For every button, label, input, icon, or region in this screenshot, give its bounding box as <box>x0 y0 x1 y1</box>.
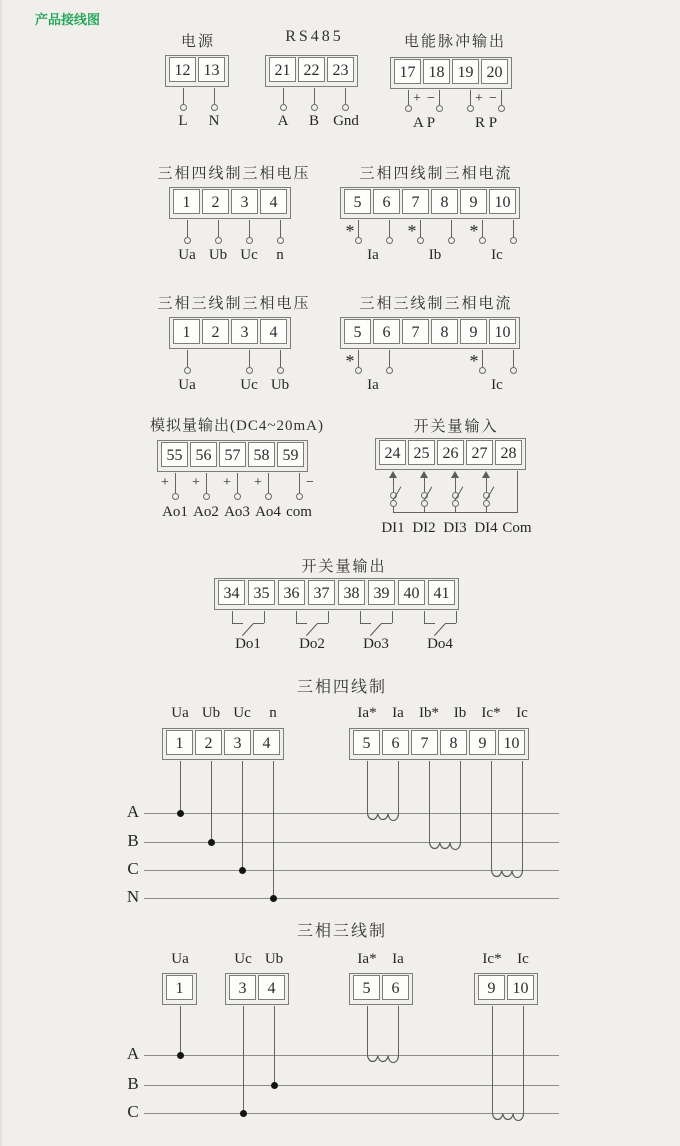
terminal-23: 23 <box>327 57 354 82</box>
ct-winding-icon <box>367 1055 399 1066</box>
w3-terminal-block-56 <box>349 973 413 1005</box>
polarity-sign: − <box>306 475 314 490</box>
pin-label-di4: DI4 <box>474 520 498 536</box>
terminal-circle <box>405 105 412 112</box>
wire <box>486 477 487 492</box>
ct-winding-icon <box>492 1113 524 1124</box>
pin-label-uc: Uc <box>240 247 258 263</box>
wire <box>243 1006 244 1113</box>
pin-label-ia: Ia <box>392 951 404 967</box>
wire <box>218 220 219 237</box>
terminal-25: 25 <box>408 440 435 465</box>
wire <box>455 477 456 492</box>
wire <box>445 623 456 624</box>
terminal-5: 5 <box>353 975 380 1000</box>
wire <box>393 477 394 492</box>
terminal-34: 34 <box>218 580 245 605</box>
wire <box>470 90 471 105</box>
w4-voltage-terminal-block <box>162 728 284 760</box>
terminal-27: 27 <box>466 440 493 465</box>
wire <box>268 473 269 493</box>
terminal-9: 9 <box>460 319 487 344</box>
terminal-2: 2 <box>202 189 229 214</box>
terminal-21: 21 <box>269 57 296 82</box>
terminal-2: 2 <box>202 319 229 344</box>
terminal-4: 4 <box>253 730 280 755</box>
terminal-circle <box>246 237 253 244</box>
terminal-8: 8 <box>431 189 458 214</box>
wire <box>296 611 297 623</box>
terminal-circle <box>203 493 210 500</box>
pin-label-ao1: Ao1 <box>162 504 188 520</box>
terminal-55: 55 <box>161 442 188 467</box>
terminal-6: 6 <box>382 730 409 755</box>
section-power-title: 电源 <box>180 34 215 50</box>
terminal-2: 2 <box>195 730 222 755</box>
wire <box>456 611 457 623</box>
wire <box>482 350 483 367</box>
terminal-circle <box>342 104 349 111</box>
terminal-28: 28 <box>495 440 522 465</box>
terminal-5: 5 <box>344 189 371 214</box>
terminal-7: 7 <box>411 730 438 755</box>
phase-label-a: A <box>126 1044 140 1063</box>
wire <box>187 220 188 237</box>
wire <box>264 611 265 623</box>
wire <box>180 761 181 813</box>
polarity-sign: + <box>413 91 421 106</box>
pin-label-do3: Do3 <box>363 636 389 652</box>
junction-dot <box>270 895 277 902</box>
terminal-36: 36 <box>278 580 305 605</box>
wire <box>439 90 440 105</box>
phase-line-a <box>144 1055 559 1056</box>
polarity-sign: + <box>475 91 483 106</box>
pin-label-ub: Ub <box>201 705 221 721</box>
wire <box>517 471 518 512</box>
pin-label-n: n <box>276 247 284 263</box>
terminal-circle <box>280 104 287 111</box>
terminal-5: 5 <box>353 730 380 755</box>
ct-polarity-star: * <box>345 351 355 371</box>
terminal-18: 18 <box>423 59 450 84</box>
pin-label-l: L <box>178 113 188 129</box>
pin-label-ao2: Ao2 <box>193 504 219 520</box>
section-analog-title: 模拟量输出(DC4~20mA) <box>150 418 324 434</box>
terminal-12: 12 <box>169 57 196 82</box>
wire <box>408 90 409 105</box>
junction-dot <box>208 839 215 846</box>
pin-label-ia: Ia <box>367 247 379 263</box>
terminal-4: 4 <box>260 189 287 214</box>
pin-label-ia-star: Ia* <box>357 705 377 721</box>
polarity-sign: + <box>254 475 262 490</box>
phase-line-b <box>144 842 559 843</box>
w4-current-terminal-block <box>349 728 529 760</box>
terminal-circle <box>386 367 393 374</box>
wire <box>211 761 212 842</box>
terminal-4: 4 <box>260 319 287 344</box>
pin-label-ub: Ub <box>208 247 228 263</box>
wire <box>358 220 359 237</box>
terminal-circle <box>355 237 362 244</box>
section-v3-title: 三相三线制三相电压 <box>157 296 311 312</box>
pin-label-ic-star: Ic* <box>481 705 501 721</box>
terminal-circle <box>311 104 318 111</box>
power-terminal-block <box>165 55 229 87</box>
pin-label-do4: Do4 <box>427 636 453 652</box>
pin-label-ub: Ub <box>264 951 284 967</box>
switch-blade-icon <box>306 623 318 636</box>
wire <box>317 623 328 624</box>
terminal-circle <box>467 105 474 112</box>
wire <box>232 611 233 623</box>
terminal-6: 6 <box>382 975 409 1000</box>
terminal-circle <box>277 367 284 374</box>
terminal-24: 24 <box>379 440 406 465</box>
terminal-40: 40 <box>398 580 425 605</box>
terminal-3: 3 <box>231 319 258 344</box>
w3-terminal-block-910 <box>474 973 538 1005</box>
common-bus-wire <box>393 512 518 513</box>
pin-label-n: N <box>208 113 220 129</box>
ct-polarity-star: * <box>407 221 417 241</box>
wire <box>367 1006 368 1056</box>
wire <box>398 761 399 814</box>
i3-terminal-block <box>340 317 520 349</box>
terminal-circle <box>417 237 424 244</box>
pin-label-rp: R P <box>474 115 498 131</box>
pin-label-di3: DI3 <box>443 520 467 536</box>
pin-label-ua: Ua <box>178 247 196 263</box>
terminal-19: 19 <box>452 59 479 84</box>
terminal-58: 58 <box>248 442 275 467</box>
din-terminal-block <box>375 438 526 470</box>
terminal-circle <box>184 237 191 244</box>
pin-label-do1: Do1 <box>235 636 261 652</box>
ct-winding-icon <box>491 870 523 881</box>
wire <box>253 623 264 624</box>
section-pulse-title: 电能脉冲输出 <box>403 34 506 50</box>
wire <box>283 88 284 104</box>
pin-label-di2: DI2 <box>412 520 436 536</box>
terminal-10: 10 <box>507 975 534 1000</box>
pin-label-uc: Uc <box>240 377 258 393</box>
phase-line-a <box>144 813 559 814</box>
pin-label-ic: Ic <box>491 247 503 263</box>
pin-label-a: A <box>277 113 289 129</box>
section-rs485-title: RS485 <box>285 28 344 45</box>
pin-label-uc: Uc <box>233 705 251 721</box>
wire <box>501 90 502 105</box>
section-w3-title: 三相三线制 <box>296 923 387 940</box>
phase-label-b: B <box>127 831 139 850</box>
wire <box>249 220 250 237</box>
terminal-circle <box>277 237 284 244</box>
pin-label-ia: Ia <box>392 705 404 721</box>
pin-label-ib-star: Ib* <box>419 705 439 721</box>
terminal-8: 8 <box>440 730 467 755</box>
wire <box>424 623 435 624</box>
terminal-circle <box>234 493 241 500</box>
switch-contact-circle <box>483 500 490 507</box>
pin-label-do2: Do2 <box>299 636 325 652</box>
terminal-circle <box>211 104 218 111</box>
terminal-3: 3 <box>231 189 258 214</box>
terminal-26: 26 <box>437 440 464 465</box>
wire <box>206 473 207 493</box>
wire <box>389 220 390 237</box>
terminal-9: 9 <box>478 975 505 1000</box>
switch-contact-circle <box>421 500 428 507</box>
wire <box>522 761 523 871</box>
terminal-20: 20 <box>481 59 508 84</box>
pin-label-ia: Ia <box>367 377 379 393</box>
wire <box>420 220 421 237</box>
wire <box>242 761 243 870</box>
wire <box>214 88 215 104</box>
pin-label-ic: Ic <box>491 377 503 393</box>
pin-label-ap: A P <box>412 115 436 131</box>
wire <box>492 1006 493 1114</box>
pin-label-ua: Ua <box>178 377 196 393</box>
terminal-4: 4 <box>258 975 285 1000</box>
terminal-7: 7 <box>402 319 429 344</box>
terminal-circle <box>355 367 362 374</box>
junction-dot <box>177 1052 184 1059</box>
wire <box>358 350 359 367</box>
wire <box>523 1006 524 1114</box>
terminal-41: 41 <box>428 580 455 605</box>
terminal-6: 6 <box>373 189 400 214</box>
terminal-38: 38 <box>338 580 365 605</box>
pin-label-com: com <box>286 504 312 520</box>
polarity-sign: − <box>489 91 497 106</box>
terminal-56: 56 <box>190 442 217 467</box>
pin-label-uc: Uc <box>234 951 252 967</box>
terminal-10: 10 <box>498 730 525 755</box>
switch-contact-circle <box>390 500 397 507</box>
wire <box>175 473 176 493</box>
pin-label-ib: Ib <box>453 705 467 721</box>
terminal-circle <box>184 367 191 374</box>
terminal-5: 5 <box>344 319 371 344</box>
terminal-10: 10 <box>489 319 516 344</box>
section-i3-title: 三相三线制三相电流 <box>359 296 513 312</box>
terminal-9: 9 <box>460 189 487 214</box>
section-v4-title: 三相四线制三相电压 <box>157 166 311 182</box>
terminal-13: 13 <box>198 57 225 82</box>
wire <box>392 611 393 623</box>
wire <box>381 623 392 624</box>
wire <box>491 761 492 871</box>
terminal-circle <box>265 493 272 500</box>
terminal-8: 8 <box>431 319 458 344</box>
terminal-circle <box>296 493 303 500</box>
terminal-1: 1 <box>166 975 193 1000</box>
switch-contact-circle <box>452 500 459 507</box>
wire <box>429 761 430 843</box>
wire <box>314 88 315 104</box>
w3-terminal-block-34 <box>225 973 289 1005</box>
terminal-6: 6 <box>373 319 400 344</box>
page-title: 产品接线图 <box>35 12 101 27</box>
wire <box>299 473 300 493</box>
wire <box>389 350 390 367</box>
terminal-1: 1 <box>173 189 200 214</box>
wire <box>280 350 281 367</box>
terminal-10: 10 <box>489 189 516 214</box>
wire <box>360 623 371 624</box>
i4-terminal-block <box>340 187 520 219</box>
terminal-59: 59 <box>277 442 304 467</box>
wire <box>180 1006 181 1055</box>
ct-winding-icon <box>429 842 461 853</box>
section-dout-title: 开关量输出 <box>301 559 387 575</box>
pin-label-b: B <box>308 113 320 129</box>
terminal-1: 1 <box>173 319 200 344</box>
terminal-57: 57 <box>219 442 246 467</box>
ct-polarity-star: * <box>469 221 479 241</box>
wire <box>273 761 274 898</box>
wire <box>460 761 461 843</box>
wire <box>187 350 188 367</box>
wire <box>451 220 452 237</box>
pin-label-gnd: Gnd <box>333 113 359 129</box>
phase-line-b <box>144 1085 559 1086</box>
wire <box>482 220 483 237</box>
junction-dot <box>240 1110 247 1117</box>
ct-polarity-star: * <box>345 221 355 241</box>
terminal-1: 1 <box>166 730 193 755</box>
ct-polarity-star: * <box>469 351 479 371</box>
switch-blade-icon <box>242 623 254 636</box>
wire <box>296 623 307 624</box>
terminal-circle <box>448 237 455 244</box>
pin-label-ua: Ua <box>171 705 189 721</box>
pin-label-ua: Ua <box>171 951 189 967</box>
terminal-circle <box>436 105 443 112</box>
analog-terminal-block <box>157 440 308 472</box>
pin-label-ao3: Ao3 <box>224 504 250 520</box>
terminal-circle <box>479 237 486 244</box>
terminal-circle <box>386 237 393 244</box>
wire <box>513 220 514 237</box>
wire <box>424 477 425 492</box>
wire <box>280 220 281 237</box>
wire <box>249 350 250 367</box>
pulse-terminal-block <box>390 57 512 89</box>
terminal-circle <box>246 367 253 374</box>
polarity-sign: + <box>161 475 169 490</box>
terminal-circle <box>215 237 222 244</box>
v3-terminal-block <box>169 317 291 349</box>
w3-terminal-block-1 <box>162 973 197 1005</box>
terminal-17: 17 <box>394 59 421 84</box>
terminal-7: 7 <box>402 189 429 214</box>
terminal-circle <box>479 367 486 374</box>
switch-blade-icon <box>370 623 382 636</box>
terminal-35: 35 <box>248 580 275 605</box>
terminal-22: 22 <box>298 57 325 82</box>
phase-label-b: B <box>127 1074 139 1093</box>
section-din-title: 开关量输入 <box>413 419 499 435</box>
phase-label-c: C <box>127 859 139 878</box>
polarity-sign: + <box>192 475 200 490</box>
wire <box>274 1006 275 1085</box>
wire <box>424 611 425 623</box>
terminal-3: 3 <box>229 975 256 1000</box>
dout-terminal-block <box>214 578 459 610</box>
terminal-circle <box>498 105 505 112</box>
polarity-sign: + <box>223 475 231 490</box>
ct-winding-icon <box>367 813 399 824</box>
wire <box>237 473 238 493</box>
pin-label-ic: Ic <box>516 705 528 721</box>
wire <box>328 611 329 623</box>
phase-line-n <box>144 898 559 899</box>
terminal-3: 3 <box>224 730 251 755</box>
terminal-circle <box>180 104 187 111</box>
wire <box>232 623 243 624</box>
wire <box>183 88 184 104</box>
terminal-39: 39 <box>368 580 395 605</box>
rs485-terminal-block <box>265 55 358 87</box>
terminal-circle <box>172 493 179 500</box>
pin-label-ic-star: Ic* <box>482 951 502 967</box>
phase-label-c: C <box>127 1102 139 1121</box>
pin-label-ia-star: Ia* <box>357 951 377 967</box>
junction-dot <box>239 867 246 874</box>
v4-terminal-block <box>169 187 291 219</box>
junction-dot <box>177 810 184 817</box>
pin-label-ic: Ic <box>517 951 529 967</box>
polarity-sign: − <box>427 91 435 106</box>
switch-blade-icon <box>434 623 446 636</box>
pin-label-ub: Ub <box>270 377 290 393</box>
wire <box>345 88 346 104</box>
pin-label-di1: DI1 <box>381 520 405 536</box>
terminal-circle <box>510 367 517 374</box>
pin-label-com: Com <box>502 520 532 536</box>
section-w4-title: 三相四线制 <box>296 679 387 696</box>
wire <box>398 1006 399 1056</box>
wire <box>513 350 514 367</box>
terminal-37: 37 <box>308 580 335 605</box>
pin-label-n: n <box>269 705 277 721</box>
phase-label-n: N <box>126 887 140 906</box>
terminal-circle <box>510 237 517 244</box>
pin-label-ib: Ib <box>428 247 442 263</box>
wire <box>360 611 361 623</box>
phase-label-a: A <box>126 802 140 821</box>
junction-dot <box>271 1082 278 1089</box>
pin-label-ao4: Ao4 <box>255 504 281 520</box>
wire <box>367 761 368 814</box>
section-i4-title: 三相四线制三相电流 <box>359 166 513 182</box>
terminal-9: 9 <box>469 730 496 755</box>
